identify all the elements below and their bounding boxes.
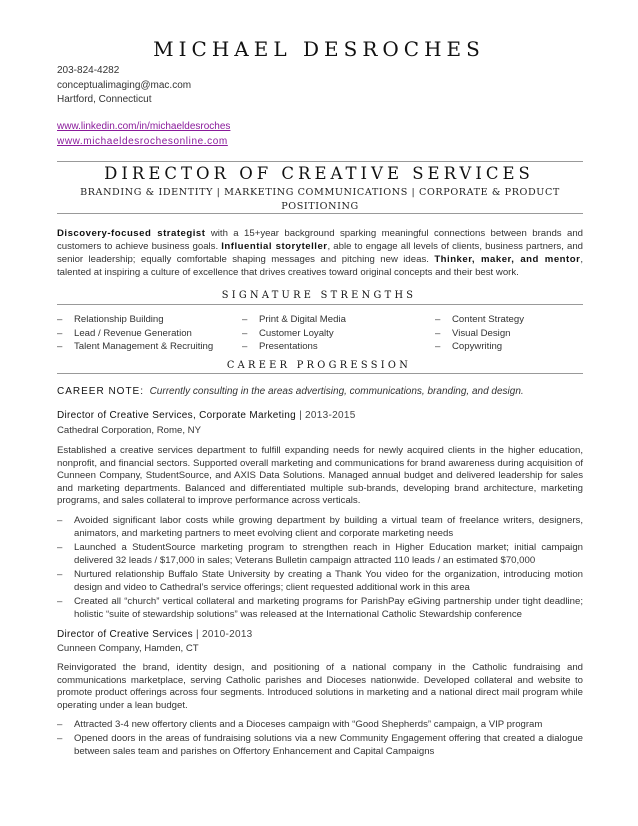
strength-item: – Copywriting <box>435 340 524 354</box>
section-heading-career: CAREER PROGRESSION <box>226 360 412 371</box>
summary-text: , able to engage all levels of clients, business partners, and senior leadership; equally comfortable shaping messages and pitching new ideas. <box>57 241 583 265</box>
summary-text: , talented at inspiring a culture of excellence that drives creatives toward original concepts and their best work. <box>57 254 583 278</box>
job-title-text: Director of Creative Services, Corporate Marketing <box>57 410 296 421</box>
linkedin-link[interactable]: www.linkedin.com/in/michaeldesroches <box>57 121 231 132</box>
bullet-item: – Avoided significant labor costs while growing department by building a virtual team of freelance writers, designers, animators, and marketing partners to meet evolving client and corporate marketing needs <box>57 514 583 540</box>
job-title-text: Director of Creative Services <box>57 629 193 640</box>
job-company: Cathedral Corporation, Rome, NY <box>57 425 201 436</box>
strength-item: – Visual Design <box>435 327 524 341</box>
summary-bold: Discovery-focused strategist <box>57 228 206 239</box>
summary-bold: Influential storyteller <box>221 241 328 252</box>
career-note <box>57 386 524 397</box>
divider <box>57 304 583 305</box>
links <box>57 120 230 149</box>
job-company: Cunneen Company, Hamden, CT <box>57 643 199 654</box>
job-bullets <box>57 718 583 759</box>
strengths-col-2 <box>242 313 346 354</box>
email: conceptualimaging@mac.com <box>57 79 192 91</box>
headline-subtitle: BRANDING & IDENTITY | MARKETING COMMUNICATIONS | CORPORATE & PRODUCT POSITIONING <box>80 187 560 212</box>
job-bullets <box>57 514 583 622</box>
career-note-text: Currently consulting in the areas advertising, communications, branding, and design. <box>149 386 524 397</box>
strengths-col-3 <box>435 313 524 354</box>
strength-item: – Talent Management & Recruiting <box>57 340 213 354</box>
bullet-item: – Created all “church” vertical collateral and marketing programs for ParishPay eGiving partnership under tight deadline; holistic “suite of stewardship solutions” was released at the International Catholic Stewardship conference <box>57 595 583 621</box>
divider <box>57 373 583 374</box>
strength-item: – Print & Digital Media <box>242 313 346 327</box>
bullet-item: – Opened doors in the areas of fundraising solutions via a new Community Engagement offering that created a dialogue between sales team and parishes on Offertory Enhancement and Capital Campaigns <box>57 732 583 758</box>
strength-item: – Lead / Revenue Generation <box>57 327 213 341</box>
strength-item: – Relationship Building <box>57 313 213 327</box>
job-title <box>57 410 356 421</box>
bullet-item: – Nurtured relationship Buffalo State University by creating a Thank You video for the organization, introducing motion design and video to Cathedral’s service offerings; client requested additional work in this area <box>57 568 583 594</box>
contact-info <box>57 64 191 108</box>
divider <box>57 161 583 162</box>
section-heading-strengths: SIGNATURE STRENGTHS <box>221 290 417 301</box>
divider <box>57 213 583 214</box>
website-link[interactable]: www.michaeldesrochesonline.com <box>57 135 228 147</box>
strengths-col-1 <box>57 313 213 354</box>
bullet-item: – Attracted 3-4 new offertory clients and a Dioceses campaign with “Good Shepherds” campaign, a VIP program <box>57 718 583 731</box>
summary-text: with a 15+year background sparking meaningful connections between brands and customers to achieve business goals. <box>57 228 583 252</box>
strength-item: – Content Strategy <box>435 313 524 327</box>
job-description: Established a creative services department to fulfill expanding needs for newly acquired clients in the higher education, nonprofit, and financial sectors. Supported overall marketing and communications for brand awareness during acquisition of Cunneen Company, StudentSource, and AXIS Data Solutions. Managed annual budget and delivered leadership for sales and marketing departments. Balanced and differentiated multiple sub-brands, developing brand architecture, marketing programs, and sales collateral to improve performance across verticals. <box>57 445 583 507</box>
summary <box>57 227 583 279</box>
candidate-name: MICHAEL DESROCHES <box>153 37 485 61</box>
headline-title: DIRECTOR OF CREATIVE SERVICES <box>104 164 534 183</box>
job-dates: | 2013-2015 <box>295 410 356 421</box>
strength-item: – Customer Loyalty <box>242 327 346 341</box>
strength-item: – Presentations <box>242 340 346 354</box>
summary-bold: Thinker, maker, and mentor <box>434 254 581 265</box>
location: Hartford, Connecticut <box>57 94 152 105</box>
job-dates: | 2010-2013 <box>192 629 253 640</box>
job-title <box>57 629 253 640</box>
job-description: Reinvigorated the brand, identity design, and positioning of a national company in the Catholic fundraising and communications marketplace, serving Catholic parishes and Dioceses nationwide. Developed collateral and website to promote product offerings across four segments. Introduced solutions in marketing and a national direct mail program while operating under a lean budget. <box>57 662 583 711</box>
bullet-item: – Launched a StudentSource marketing program to strengthen reach in Higher Education market; initial campaign delivered 32 leads / $17,000 in sales; Veterans Bulletin campaign attracted 110 leads / an estimated $70,000 <box>57 541 583 567</box>
phone: 203-824-4282 <box>57 65 120 76</box>
career-note-label: CAREER NOTE: <box>57 386 145 397</box>
